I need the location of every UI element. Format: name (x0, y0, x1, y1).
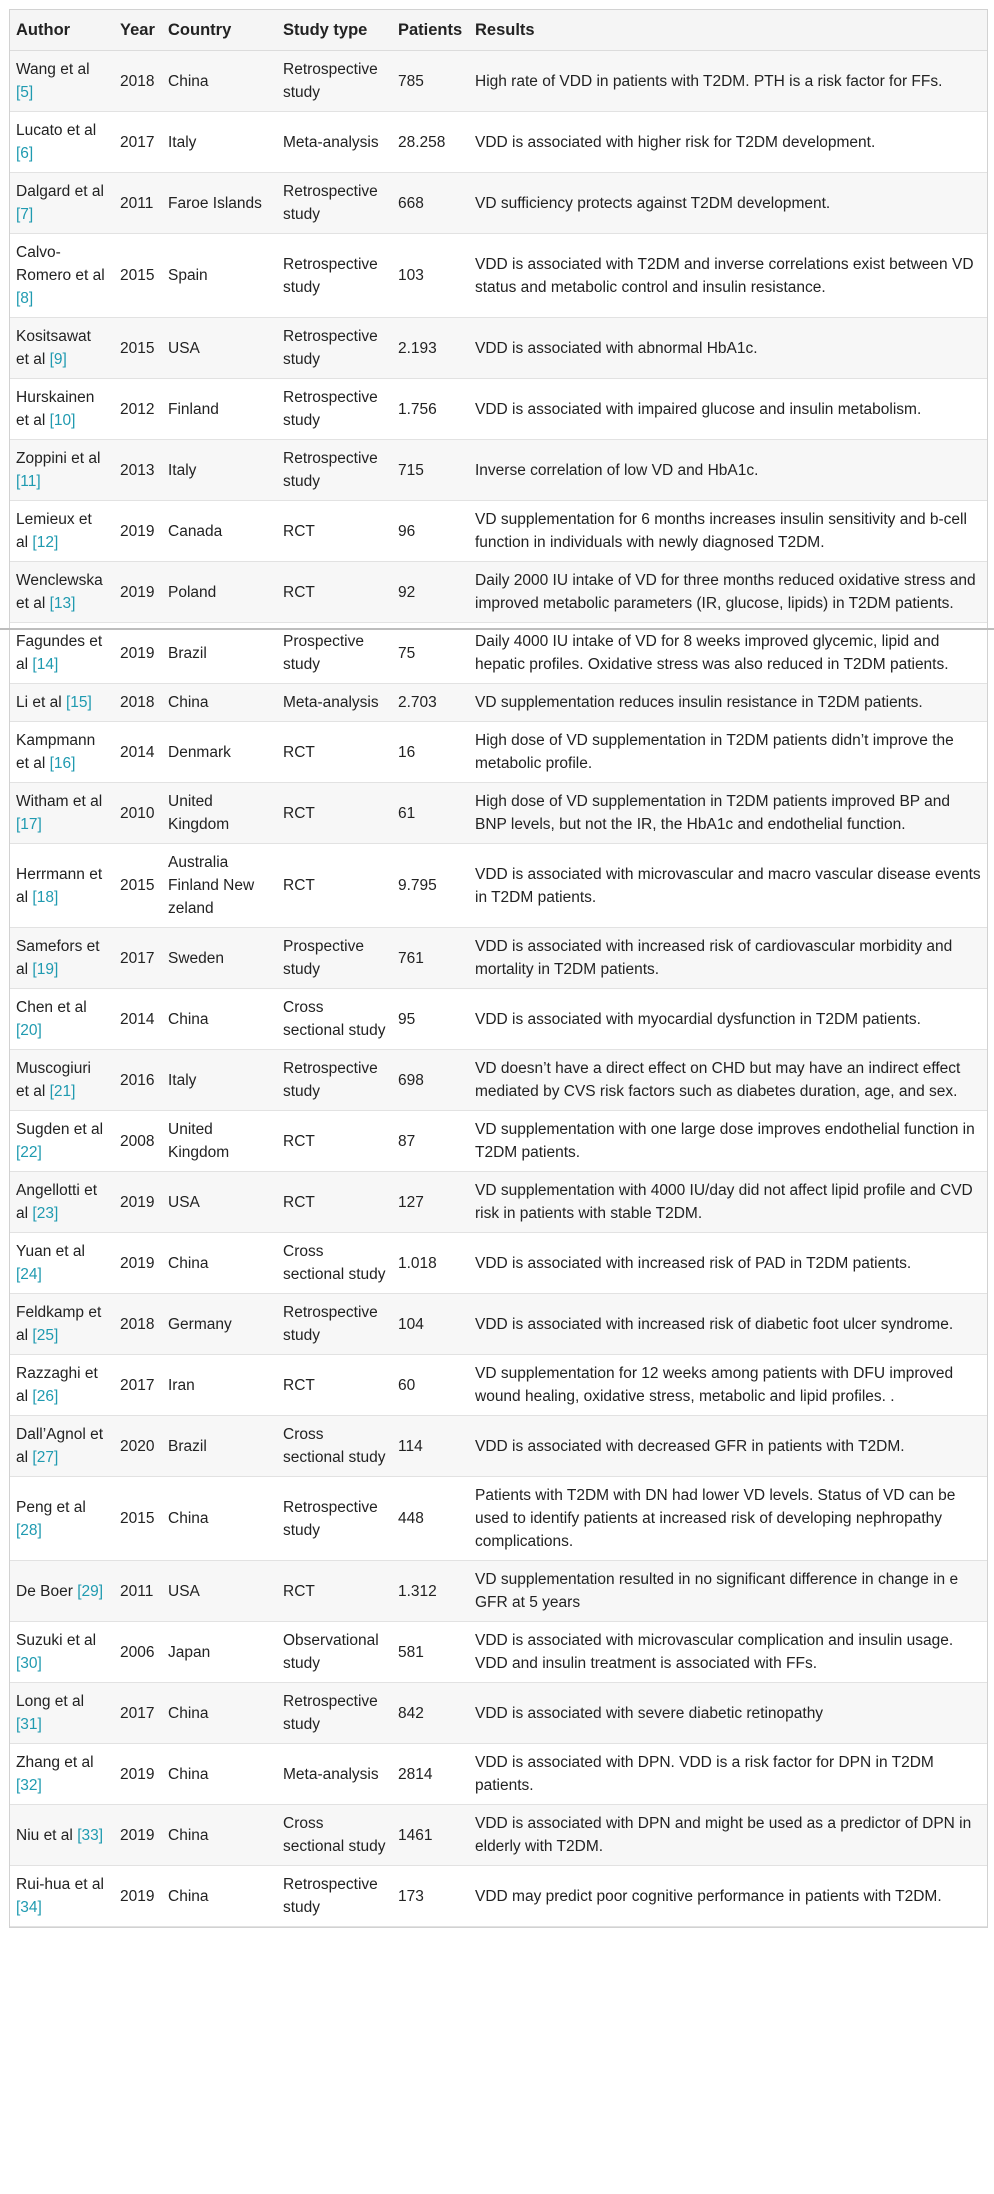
author-name: Muscogiuri et al (16, 1060, 91, 1100)
author-name: Lemieux et al (16, 511, 92, 551)
cell-results: High rate of VDD in patients with T2DM. PTH is a risk factor for FFs. (469, 51, 987, 112)
table-row (10, 379, 987, 440)
cell-results: Daily 2000 IU intake of VD for three months reduced oxidative stress and improved metabolic parameters (IR, glucose, lipids) in T2DM patients. (469, 562, 987, 623)
table-row (10, 1050, 987, 1111)
cell-author (10, 112, 114, 173)
author-name: Zhang et al (16, 1754, 94, 1771)
cell-author (10, 1744, 114, 1805)
author-name: Suzuki et al (16, 1632, 97, 1649)
cell-year: 2017 (114, 1683, 162, 1744)
author-name: Witham et al (16, 793, 103, 810)
cell-country: Italy (162, 440, 277, 501)
cell-author (10, 318, 114, 379)
cell-study-type: RCT (277, 501, 392, 562)
header-results: Results (469, 10, 987, 51)
table-row (10, 562, 987, 623)
author-name: Li et al (16, 694, 62, 711)
cell-study-type: RCT (277, 783, 392, 844)
cell-results: VDD is associated with increased risk of diabetic foot ulcer syndrome. (469, 1294, 987, 1355)
cell-patients: 2814 (392, 1744, 469, 1805)
author-name: Kositsawat et al (16, 328, 91, 368)
reference-link[interactable]: [33] (77, 1826, 104, 1844)
cell-year: 2019 (114, 562, 162, 623)
reference-link[interactable]: [19] (32, 961, 59, 978)
cell-year: 2019 (114, 1233, 162, 1294)
author-name: Feldkamp et al (16, 1304, 102, 1344)
cell-country: Spain (162, 234, 277, 318)
cell-patients: 448 (392, 1477, 469, 1561)
cell-country: USA (162, 1561, 277, 1622)
cell-results: VDD is associated with higher risk for T2DM development. (469, 112, 987, 173)
cell-year: 2018 (114, 51, 162, 112)
cell-country: China (162, 51, 277, 112)
cell-patients: 785 (392, 51, 469, 112)
cell-year: 2016 (114, 1050, 162, 1111)
cell-year: 2020 (114, 1416, 162, 1477)
cell-patients: 842 (392, 1683, 469, 1744)
table-row (10, 1294, 987, 1355)
cell-year: 2011 (114, 173, 162, 234)
reference-link[interactable]: [13] (49, 595, 76, 612)
cell-country: China (162, 1805, 277, 1866)
cell-patients: 698 (392, 1050, 469, 1111)
cell-patients: 61 (392, 783, 469, 844)
cell-author (10, 1683, 114, 1744)
header-year: Year (114, 10, 162, 51)
reference-link[interactable]: [28] (16, 1521, 42, 1539)
reference-link[interactable]: [18] (32, 888, 59, 906)
cell-patients: 2.703 (392, 684, 469, 722)
cell-year: 2018 (114, 684, 162, 722)
cell-year: 2013 (114, 440, 162, 501)
author-name: Angellotti et al (16, 1182, 97, 1222)
reference-link[interactable]: [27] (32, 1449, 59, 1466)
reference-link[interactable]: [14] (32, 656, 59, 673)
cell-country: Australia Finland New zeland (162, 844, 277, 928)
author-name: Wenclewska et al (16, 572, 103, 612)
table-row (10, 1683, 987, 1744)
cell-study-type: Cross sectional study (277, 1805, 392, 1866)
table-row (10, 1477, 987, 1561)
cell-results: VDD is associated with increased risk of cardiovascular morbidity and mortality in T2DM patients. (469, 928, 987, 989)
cell-year: 2019 (114, 501, 162, 562)
cell-patients: 92 (392, 562, 469, 623)
cell-results: VDD is associated with microvascular complication and insulin usage. VDD and insulin treatment is associated with FFs. (469, 1622, 987, 1683)
cell-country: Iran (162, 1355, 277, 1416)
cell-results: VDD may predict poor cognitive performance in patients with T2DM. (469, 1866, 987, 1927)
cell-study-type: Meta-analysis (277, 1744, 392, 1805)
table-row (10, 173, 987, 234)
cell-author (10, 928, 114, 989)
cell-study-type: Retrospective study (277, 440, 392, 501)
cell-author (10, 623, 114, 684)
cell-patients: 1461 (392, 1805, 469, 1866)
cell-patients: 668 (392, 173, 469, 234)
cell-author (10, 51, 114, 112)
author-name: Zoppini et al (16, 450, 101, 467)
cell-author (10, 234, 114, 318)
reference-link[interactable]: [22] (16, 1144, 42, 1161)
header-country: Country (162, 10, 277, 51)
cell-country: Brazil (162, 623, 277, 684)
author-name: Dalgard et al (16, 183, 104, 200)
table-row (10, 1111, 987, 1172)
cell-study-type: Observational study (277, 1622, 392, 1683)
author-name: Yuan et al (16, 1243, 85, 1260)
cell-year: 2018 (114, 1294, 162, 1355)
cell-author (10, 1233, 114, 1294)
cell-country: Canada (162, 501, 277, 562)
cell-results: VDD is associated with DPN. VDD is a risk factor for DPN in T2DM patients. (469, 1744, 987, 1805)
cell-results: Patients with T2DM with DN had lower VD levels. Status of VD can be used to identify patients at increased risk of developing nephropathy complications. (469, 1477, 987, 1561)
cell-year: 2019 (114, 1172, 162, 1233)
reference-link[interactable]: [9] (49, 351, 67, 368)
cell-study-type: Retrospective study (277, 318, 392, 379)
cell-year: 2019 (114, 1805, 162, 1866)
cell-results: VD supplementation resulted in no significant difference in change in e GFR at 5 years (469, 1561, 987, 1622)
cell-year: 2015 (114, 1477, 162, 1561)
cell-country: USA (162, 1172, 277, 1233)
author-name: Samefors et al (16, 938, 100, 978)
table-row (10, 844, 987, 928)
cell-study-type: Retrospective study (277, 1866, 392, 1927)
cell-country: United Kingdom (162, 783, 277, 844)
reference-link[interactable]: [11] (16, 473, 41, 490)
table-row (10, 989, 987, 1050)
cell-patients: 1.756 (392, 379, 469, 440)
author-name: Sugden et al (16, 1121, 104, 1138)
cell-patients: 581 (392, 1622, 469, 1683)
table-row (10, 501, 987, 562)
cell-country: China (162, 1744, 277, 1805)
author-name: Dall’Agnol et al (16, 1426, 104, 1466)
cell-study-type: RCT (277, 722, 392, 783)
author-name: Rui-hua et al (16, 1876, 104, 1893)
cell-author (10, 1805, 114, 1866)
table-row (10, 318, 987, 379)
cell-results: VDD is associated with impaired glucose and insulin metabolism. (469, 379, 987, 440)
cell-author (10, 684, 114, 722)
author-name: Fagundes et al (16, 633, 103, 673)
cell-year: 2010 (114, 783, 162, 844)
cell-year: 2015 (114, 318, 162, 379)
cell-study-type: Cross sectional study (277, 1416, 392, 1477)
cell-author (10, 1172, 114, 1233)
cell-patients: 96 (392, 501, 469, 562)
table-row (10, 1622, 987, 1683)
cell-study-type: Cross sectional study (277, 989, 392, 1050)
cell-results: VDD is associated with myocardial dysfunction in T2DM patients. (469, 989, 987, 1050)
cell-year: 2017 (114, 928, 162, 989)
cell-author (10, 1416, 114, 1477)
cell-study-type: Retrospective study (277, 1683, 392, 1744)
cell-country: Finland (162, 379, 277, 440)
table-row (10, 234, 987, 318)
studies-table (10, 10, 987, 1927)
studies-table-container (9, 9, 988, 1928)
cell-patients: 114 (392, 1416, 469, 1477)
cell-year: 2019 (114, 1866, 162, 1927)
cell-country: Germany (162, 1294, 277, 1355)
cell-patients: 16 (392, 722, 469, 783)
reference-link[interactable]: [30] (16, 1655, 42, 1672)
cell-results: VD supplementation for 6 months increases insulin sensitivity and b-cell function in individuals with newly diagnosed T2DM. (469, 501, 987, 562)
reference-link[interactable]: [24] (16, 1266, 42, 1283)
cell-country: China (162, 1233, 277, 1294)
table-row (10, 1233, 987, 1294)
table-row (10, 51, 987, 112)
cell-results: VDD is associated with increased risk of PAD in T2DM patients. (469, 1233, 987, 1294)
cell-patients: 60 (392, 1355, 469, 1416)
reference-link[interactable]: [10] (49, 412, 76, 429)
cell-results: High dose of VD supplementation in T2DM patients didn’t improve the metabolic profile. (469, 722, 987, 783)
reference-link[interactable]: [21] (49, 1083, 76, 1100)
table-row (10, 928, 987, 989)
cell-results: VD sufficiency protects against T2DM development. (469, 173, 987, 234)
author-name: Razzaghi et al (16, 1365, 98, 1405)
cell-patients: 127 (392, 1172, 469, 1233)
reference-link[interactable]: [23] (32, 1205, 59, 1222)
cell-results: VD supplementation reduces insulin resistance in T2DM patients. (469, 684, 987, 722)
reference-link[interactable]: [29] (77, 1582, 104, 1600)
cell-results: VD doesn’t have a direct effect on CHD but may have an indirect effect mediated by CVS risk factors such as diabetes duration, age, and sex. (469, 1050, 987, 1111)
cell-author (10, 783, 114, 844)
cell-country: Sweden (162, 928, 277, 989)
table-row (10, 722, 987, 783)
cell-results: VDD is associated with T2DM and inverse correlations exist between VD status and metabolic control and insulin resistance. (469, 234, 987, 318)
cell-study-type: Retrospective study (277, 1050, 392, 1111)
cell-country: China (162, 684, 277, 722)
page-divider (0, 628, 994, 630)
cell-results: VDD is associated with severe diabetic retinopathy (469, 1683, 987, 1744)
author-name: Peng et al (16, 1498, 86, 1516)
header-study-type: Study type (277, 10, 392, 51)
table-row (10, 1744, 987, 1805)
cell-country: Italy (162, 112, 277, 173)
table-row (10, 1355, 987, 1416)
table-row (10, 440, 987, 501)
cell-year: 2014 (114, 722, 162, 783)
cell-author (10, 1477, 114, 1561)
cell-patients: 75 (392, 623, 469, 684)
cell-author (10, 1866, 114, 1927)
cell-study-type: RCT (277, 1561, 392, 1622)
cell-patients: 2.193 (392, 318, 469, 379)
reference-link[interactable]: [15] (65, 694, 92, 711)
cell-patients: 28.258 (392, 112, 469, 173)
cell-study-type: Retrospective study (277, 234, 392, 318)
cell-country: Brazil (162, 1416, 277, 1477)
cell-results: VDD is associated with microvascular and macro vascular disease events in T2DM patients. (469, 844, 987, 928)
cell-year: 2012 (114, 379, 162, 440)
cell-results: VDD is associated with abnormal HbA1c. (469, 318, 987, 379)
cell-patients: 104 (392, 1294, 469, 1355)
cell-author (10, 844, 114, 928)
reference-link[interactable]: [7] (16, 206, 34, 223)
author-name: De Boer (16, 1582, 73, 1600)
author-name: Herrmann et al (16, 865, 103, 906)
cell-study-type: Retrospective study (277, 1477, 392, 1561)
reference-link[interactable]: [6] (16, 145, 34, 162)
cell-country: Italy (162, 1050, 277, 1111)
cell-author (10, 173, 114, 234)
cell-patients: 715 (392, 440, 469, 501)
author-name: Kampmann et al (16, 732, 96, 772)
cell-country: Poland (162, 562, 277, 623)
cell-patients: 95 (392, 989, 469, 1050)
reference-link[interactable]: [25] (32, 1327, 59, 1344)
cell-author (10, 379, 114, 440)
cell-study-type: RCT (277, 562, 392, 623)
cell-author (10, 1622, 114, 1683)
cell-country: China (162, 1477, 277, 1561)
cell-author (10, 440, 114, 501)
cell-study-type: RCT (277, 844, 392, 928)
cell-country: China (162, 1683, 277, 1744)
cell-results: Inverse correlation of low VD and HbA1c. (469, 440, 987, 501)
cell-year: 2008 (114, 1111, 162, 1172)
cell-study-type: RCT (277, 1172, 392, 1233)
reference-link[interactable]: [26] (32, 1388, 59, 1405)
reference-link[interactable]: [17] (16, 816, 42, 833)
header-row (10, 10, 987, 51)
header-patients: Patients (392, 10, 469, 51)
reference-link[interactable]: [5] (16, 84, 34, 101)
cell-patients: 1.312 (392, 1561, 469, 1622)
cell-author (10, 989, 114, 1050)
table-row (10, 623, 987, 684)
cell-patients: 103 (392, 234, 469, 318)
cell-study-type: Prospective study (277, 928, 392, 989)
table-row (10, 1172, 987, 1233)
reference-link[interactable]: [31] (16, 1716, 42, 1733)
cell-study-type: Retrospective study (277, 173, 392, 234)
cell-patients: 761 (392, 928, 469, 989)
cell-author (10, 1355, 114, 1416)
cell-patients: 87 (392, 1111, 469, 1172)
author-name: Lucato et al (16, 122, 97, 139)
table-body (10, 51, 987, 1927)
table-row (10, 112, 987, 173)
cell-patients: 1.018 (392, 1233, 469, 1294)
table-row (10, 1416, 987, 1477)
reference-link[interactable]: [34] (16, 1899, 42, 1916)
table-row (10, 1805, 987, 1866)
cell-study-type: Cross sectional study (277, 1233, 392, 1294)
header-author: Author (10, 10, 114, 51)
cell-study-type: Retrospective study (277, 51, 392, 112)
cell-country: USA (162, 318, 277, 379)
cell-year: 2019 (114, 623, 162, 684)
author-name: Calvo-Romero et al (16, 244, 105, 284)
cell-results: VD supplementation with 4000 IU/day did not affect lipid profile and CVD risk in patients with stable T2DM. (469, 1172, 987, 1233)
cell-study-type: Meta-analysis (277, 112, 392, 173)
cell-results: VDD is associated with decreased GFR in patients with T2DM. (469, 1416, 987, 1477)
table-row (10, 1561, 987, 1622)
reference-link[interactable]: [32] (16, 1777, 42, 1794)
cell-year: 2011 (114, 1561, 162, 1622)
cell-country: Japan (162, 1622, 277, 1683)
cell-results: VD supplementation for 12 weeks among patients with DFU improved wound healing, oxidative stress, metabolic and lipid profiles. . (469, 1355, 987, 1416)
table-row (10, 684, 987, 722)
author-name: Long et al (16, 1693, 85, 1710)
author-name: Niu et al (16, 1826, 73, 1844)
cell-author (10, 1111, 114, 1172)
cell-year: 2017 (114, 112, 162, 173)
cell-year: 2015 (114, 234, 162, 318)
cell-results: VD supplementation with one large dose improves endothelial function in T2DM patients. (469, 1111, 987, 1172)
author-name: Hurskainen et al (16, 389, 95, 429)
cell-author (10, 1050, 114, 1111)
cell-study-type: Prospective study (277, 623, 392, 684)
table-header (10, 10, 987, 51)
table-row (10, 783, 987, 844)
table-row (10, 1866, 987, 1927)
cell-results: High dose of VD supplementation in T2DM patients improved BP and BNP levels, but not the IR, the HbA1c and endothelial function. (469, 783, 987, 844)
cell-country: China (162, 1866, 277, 1927)
cell-patients: 9.795 (392, 844, 469, 928)
cell-study-type: RCT (277, 1355, 392, 1416)
cell-study-type: Meta-analysis (277, 684, 392, 722)
cell-author (10, 1561, 114, 1622)
cell-author (10, 722, 114, 783)
author-name: Wang et al (16, 61, 90, 78)
cell-year: 2014 (114, 989, 162, 1050)
cell-study-type: Retrospective study (277, 1294, 392, 1355)
cell-results: Daily 4000 IU intake of VD for 8 weeks improved glycemic, lipid and hepatic profiles. Oxidative stress was also reduced in T2DM patients. (469, 623, 987, 684)
cell-country: China (162, 989, 277, 1050)
cell-patients: 173 (392, 1866, 469, 1927)
cell-year: 2019 (114, 1744, 162, 1805)
cell-study-type: Retrospective study (277, 379, 392, 440)
cell-country: United Kingdom (162, 1111, 277, 1172)
cell-study-type: RCT (277, 1111, 392, 1172)
cell-results: VDD is associated with DPN and might be used as a predictor of DPN in elderly with T2DM. (469, 1805, 987, 1866)
cell-year: 2015 (114, 844, 162, 928)
cell-author (10, 562, 114, 623)
reference-link[interactable]: [20] (16, 1022, 42, 1039)
reference-link[interactable]: [16] (49, 755, 76, 772)
cell-country: Denmark (162, 722, 277, 783)
cell-year: 2006 (114, 1622, 162, 1683)
cell-country: Faroe Islands (162, 173, 277, 234)
cell-author (10, 1294, 114, 1355)
author-name: Chen et al (16, 999, 87, 1016)
reference-link[interactable]: [12] (32, 534, 59, 551)
reference-link[interactable]: [8] (16, 290, 34, 307)
cell-year: 2017 (114, 1355, 162, 1416)
cell-author (10, 501, 114, 562)
